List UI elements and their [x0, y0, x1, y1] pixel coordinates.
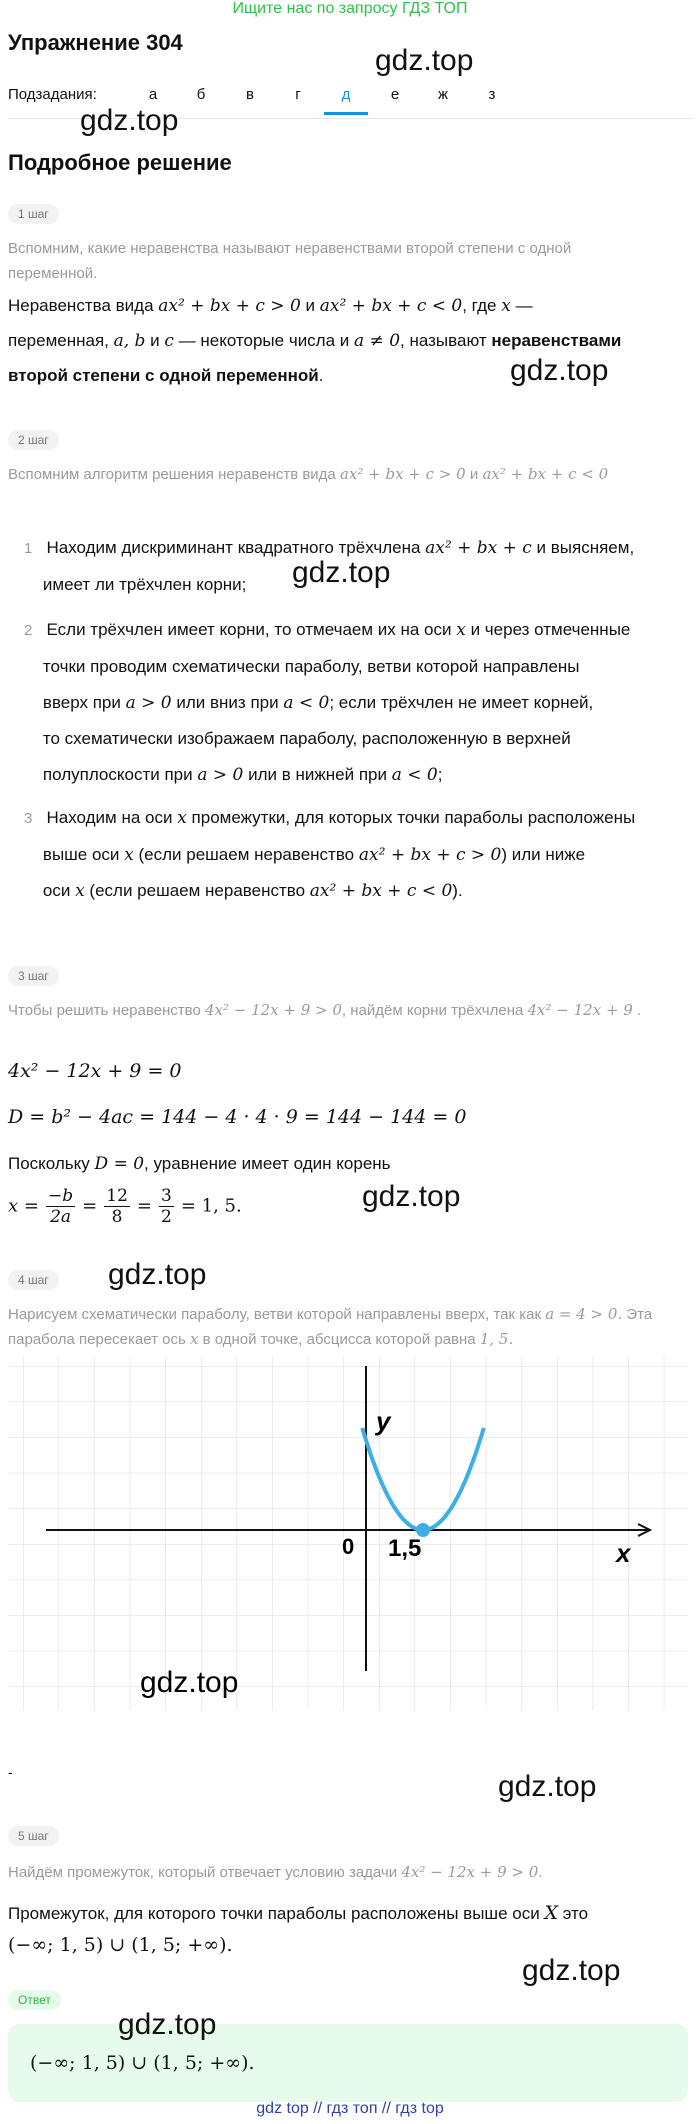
watermark: gdz.top — [510, 354, 609, 387]
subtask-tab-d-active[interactable]: д — [341, 86, 351, 103]
page-title: Упражнение 304 — [8, 30, 183, 55]
watermark: gdz.top — [375, 44, 474, 77]
answer-value: (−∞; 1, 5) ∪ (1, 5; +∞). — [30, 2052, 255, 2074]
parabola-graph — [8, 1356, 688, 1710]
subtask-tab-v[interactable]: в — [246, 86, 254, 103]
step-5-text: Промежуток, для которого точки параболы расположены выше оси X это — [8, 1902, 589, 1924]
step-1-line-3: второй степени с одной переменной. — [8, 366, 324, 385]
step-1-line-2: переменная, a, b и c — некоторые числа и a ≠ 0, называют неравенствами — [8, 331, 622, 351]
algorithm-item-3: 3 Находим на оси x промежутки, для которых точки параболы расположены выше оси x (если решаем неравенство ax² + bx + c > 0) или ниже оси x (если решаем неравенство ax² + bx + c < 0). — [24, 808, 636, 901]
watermark: gdz.top — [108, 1258, 207, 1291]
root-formula: x = $\frac{-b}{2a}$ = $\frac{12}{8}$ = $\frac{3}{2}$ = 1, 5. — [8, 1186, 242, 1227]
step-3-badge: 3 шаг — [8, 966, 59, 986]
footer-links[interactable]: gdz top // гдз топ // гдз top — [256, 2100, 444, 2117]
answer-badge: Ответ — [8, 1990, 61, 2010]
watermark: gdz.top — [498, 1770, 597, 1803]
subtask-tab-g[interactable]: г — [295, 86, 301, 103]
step-5-intro: Найдём промежуток, который отвечает условию задачи 4x² − 12x + 9 > 0. — [8, 1863, 543, 1881]
watermark: gdz.top — [80, 104, 179, 137]
subtask-tab-e[interactable]: е — [390, 86, 400, 103]
answer-box — [8, 2024, 688, 2102]
x-axis-label: x — [616, 1538, 631, 1568]
step-5-badge: 5 шаг — [8, 1826, 59, 1846]
algorithm-item-2: 2 Если трёхчлен имеет корни, то отмечаем их на оси x и через отмеченные точки проводим схематически параболу, ветви которой направлены вверх при a > 0 или вниз при a < 0; если трёхчлен не имеет корней, то схематически изображаем параболу, расположенную в верхней полуплоскости при a > 0 или в нижней при a < 0; — [24, 620, 631, 785]
algorithm-item-1: 1 Находим дискриминант квадратного трёхчлена ax² + bx + c и выясняем, имеет ли трёхчлен корни; — [24, 538, 635, 594]
step-4-badge: 4 шаг — [8, 1270, 59, 1290]
y-axis-label: y — [376, 1406, 391, 1436]
top-banner: Ищите нас по запросу ГДЗ ТОП — [232, 0, 468, 17]
watermark: gdz.top — [118, 2008, 217, 2041]
dash-separator: - — [8, 1764, 13, 1780]
step-2-badge: 2 шаг — [8, 430, 59, 450]
subtask-tab-z[interactable]: з — [488, 86, 496, 103]
equation-discriminant: D = b² − 4ac = 144 − 4 · 4 · 9 = 144 − 144 = 0 — [8, 1106, 467, 1128]
step-3-since: Поскольку D = 0, уравнение имеет один корень — [8, 1154, 391, 1174]
step-1-intro: Вспомним, какие неравенства называют неравенствами второй степени с одной переменной. — [8, 240, 572, 282]
watermark: gdz.top — [362, 1180, 461, 1213]
step-2-intro: Вспомним алгоритм решения неравенств вида ax² + bx + c > 0 и ax² + bx + c < 0 — [8, 465, 609, 483]
watermark: gdz.top — [140, 1666, 239, 1699]
equation-quadratic: 4x² − 12x + 9 = 0 — [8, 1060, 182, 1082]
subtasks-label: Подзадания: — [8, 86, 97, 103]
origin-label: 0 — [342, 1534, 355, 1559]
watermark: gdz.top — [292, 556, 391, 589]
active-tab-underline — [324, 112, 368, 115]
step-1-line-1: Неравенства вида ax² + bx + c > 0 и ax² + bx + c < 0, где x — — [8, 296, 533, 316]
step-5-interval: (−∞; 1, 5) ∪ (1, 5; +∞). — [8, 1934, 233, 1956]
step-4-intro: Нарисуем схематически параболу, ветви которой направлены вверх, так как a = 4 > 0. Эта парабола пересекает ось x в одной точке, абсцисса которой равна 1, 5. — [8, 1305, 653, 1348]
solution-heading: Подробное решение — [8, 150, 232, 175]
step-1-badge: 1 шаг — [8, 204, 59, 224]
subtask-tab-b[interactable]: б — [196, 86, 206, 103]
subtask-tab-zh[interactable]: ж — [437, 86, 449, 103]
subtask-tab-a[interactable]: а — [148, 86, 158, 103]
graph-grid — [8, 1356, 688, 1710]
watermark: gdz.top — [522, 1954, 621, 1987]
vertex-label: 1,5 — [388, 1535, 422, 1562]
step-3-intro: Чтобы решить неравенство 4x² − 12x + 9 > 0, найдём корни трёхчлена 4x² − 12x + 9 . — [8, 1001, 642, 1019]
